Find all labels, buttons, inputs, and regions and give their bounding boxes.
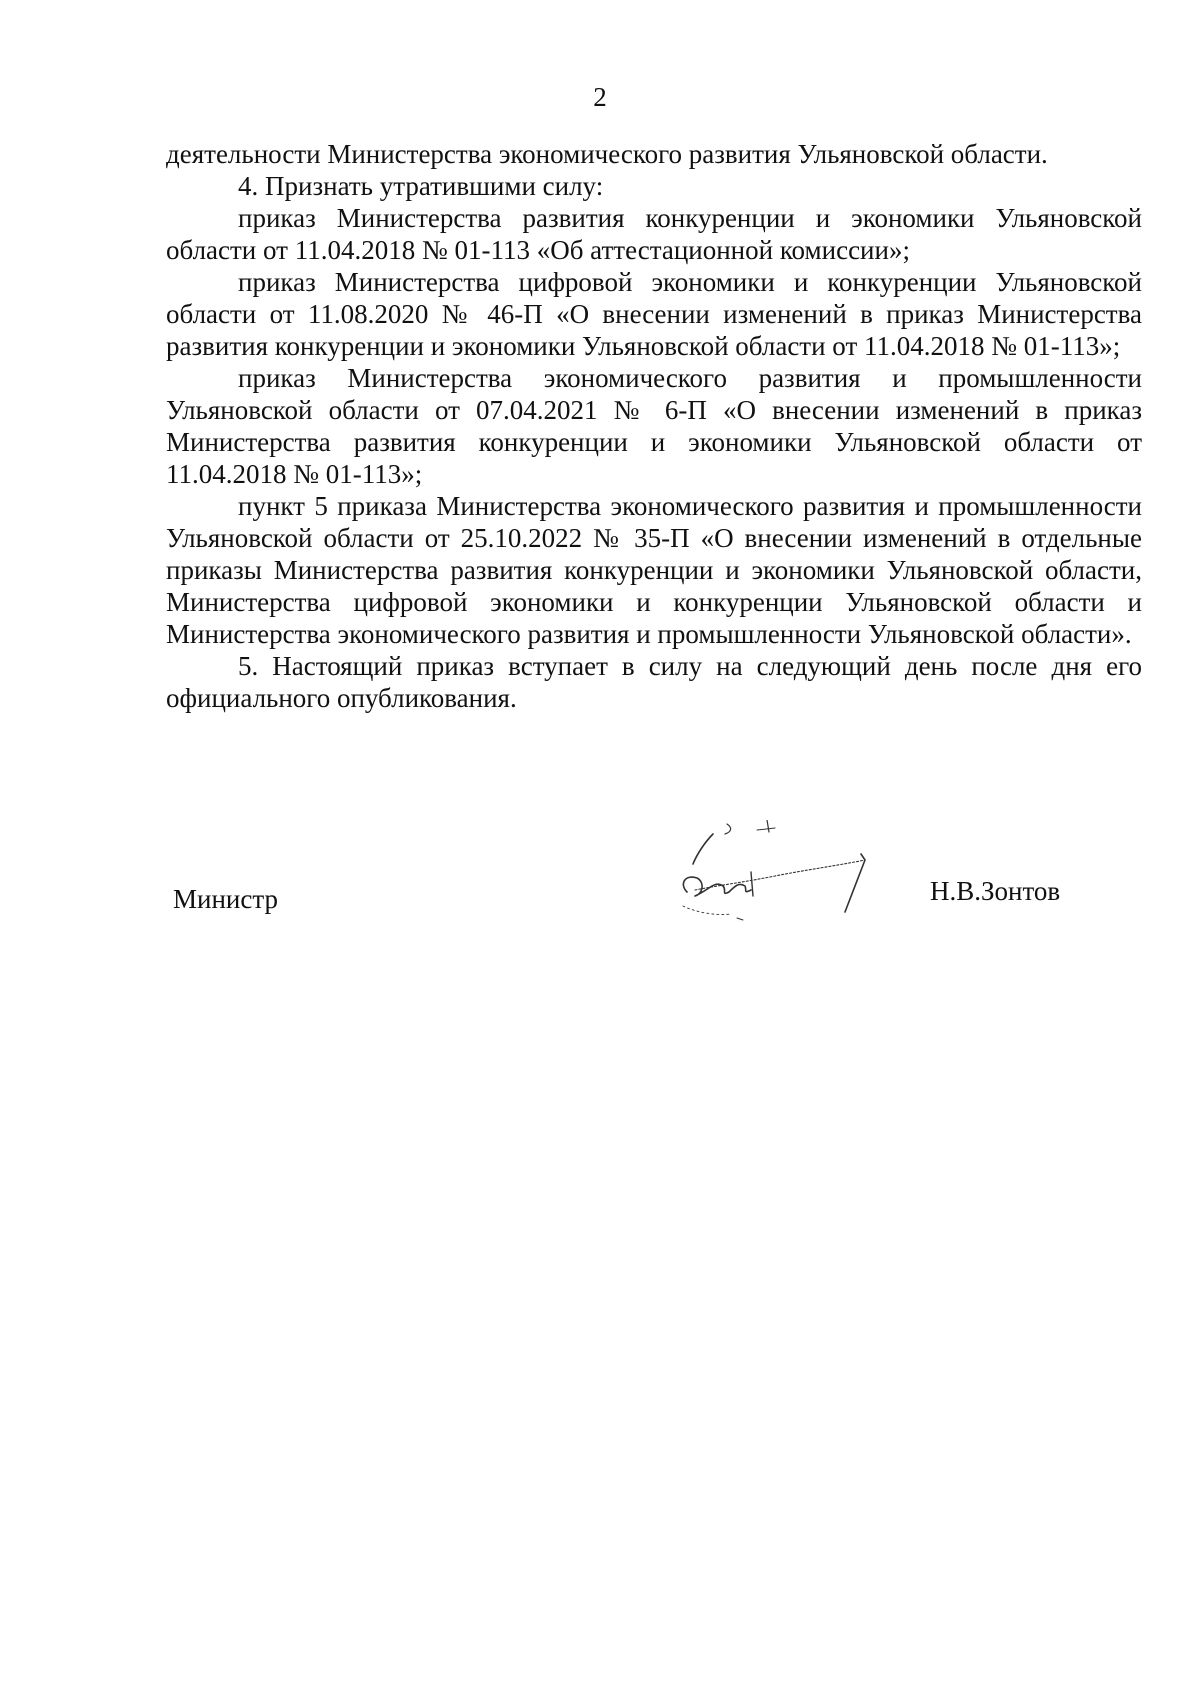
page-number: 2 [593,82,607,112]
paragraph-repealed-order-3: приказ Министерства экономического развития и промышленности Ульяновской области от 07.04.2021 № 6-П «О внесении изменений в приказ Министерства развития конкуренции и экономики Ульяновской области от 11.04.2018 № 01-113»; [166,363,1142,489]
signatory-name: Н.В.Зонтов [930,876,1061,906]
handwritten-signature-icon [675,820,875,935]
paragraph-repealed-order-2: приказ Министерства цифровой экономики и конкуренции Ульяновской области от 11.08.2020 № 46-П «О внесении изменений в приказ Министерства развития конкуренции и экономики Ульяновской области от 11.04.2018 № 01-113»; [166,267,1142,361]
paragraph-item-5: 5. Настоящий приказ вступает в силу на следующий день после дня его официального опубликования. [166,651,1142,713]
paragraph-repealed-order-1: приказ Министерства развития конкуренции и экономики Ульяновской области от 11.04.2018 № 01-113 «Об аттестационной комиссии»; [166,203,1142,265]
signature-block [0,820,1200,940]
paragraph-item-4: 4. Признать утратившими силу: [238,171,604,201]
paragraph-repealed-clause: пункт 5 приказа Министерства экономического развития и промышленности Ульяновской области от 25.10.2022 № 35-П «О внесении изменений в отдельные приказы Министерства развития конкуренции и экономики Ульяновской области, Министерства цифровой экономики и конкуренции Ульяновской области и Министерства экономического развития и промышленности Ульяновской области». [166,491,1142,649]
document-body [166,138,1142,714]
signatory-title: Министр [173,884,278,914]
paragraph-continuation: деятельности Министерства экономического развития Ульяновской области. [166,139,1048,169]
